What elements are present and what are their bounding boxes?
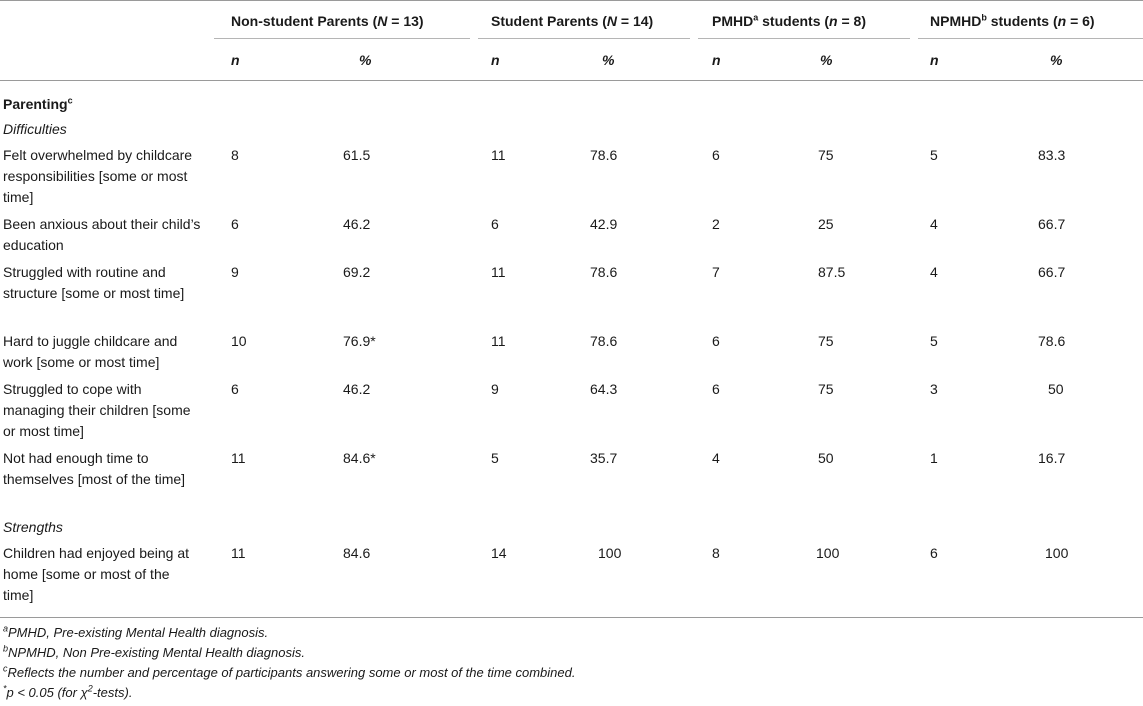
- subheader-pct: %: [359, 52, 372, 68]
- cell: 11: [491, 333, 506, 349]
- cell: 78.6: [590, 333, 618, 349]
- cell: 1: [930, 450, 938, 466]
- group-rule: [478, 38, 690, 39]
- header-pmhd-students: PMHD$^a$ students (n = 8): [712, 12, 866, 29]
- cell: 78.6: [1038, 333, 1066, 349]
- header-student-parents: Student Parents (N = 14): [491, 13, 654, 29]
- cell: 6: [712, 333, 720, 349]
- row-label: Struggled to cope with managing their children [some or most time]: [3, 381, 191, 439]
- cell: 8: [231, 147, 239, 163]
- subheader-n: n: [491, 52, 500, 68]
- row-label: Been anxious about their child’s education: [3, 216, 201, 253]
- subheader-n: n: [930, 52, 939, 68]
- cell: 50: [1048, 381, 1064, 397]
- cell: 100: [1045, 545, 1069, 561]
- cell: 11: [491, 264, 506, 280]
- section-parenting: Parenting$^c$: [3, 95, 73, 112]
- row-label: Felt overwhelmed by childcare responsibilities [some or most time]: [3, 147, 193, 205]
- section-difficulties: Difficulties: [3, 121, 67, 137]
- row-label: Children had enjoyed being at home [some or most of the time]: [3, 545, 190, 603]
- cell: 6: [712, 381, 720, 397]
- cell: 3: [930, 381, 938, 397]
- footnote-b: $^b$NPMHD, Non Pre-existing Mental Health diagnosis.: [3, 643, 305, 660]
- subheader-pct: %: [1050, 52, 1063, 68]
- section-strengths: Strengths: [3, 519, 63, 535]
- bottom-rule: [0, 617, 1143, 618]
- cell: 25: [818, 216, 834, 232]
- subheader-n: n: [712, 52, 721, 68]
- cell: 66.7: [1038, 264, 1066, 280]
- cell: 6: [930, 545, 938, 561]
- cell: 84.6: [343, 545, 371, 561]
- footnote-a: $^a$PMHD, Pre-existing Mental Health diagnosis.: [3, 623, 269, 640]
- row-label: Hard to juggle childcare and work [some or most time]: [3, 333, 178, 370]
- cell: 10: [231, 333, 247, 349]
- cell: 16.7: [1038, 450, 1066, 466]
- cell: 11: [231, 450, 246, 466]
- cell: 87.5: [818, 264, 846, 280]
- header-rule: [0, 80, 1143, 81]
- cell: 84.6*: [343, 450, 376, 466]
- cell: 100: [598, 545, 622, 561]
- cell: 4: [930, 216, 938, 232]
- cell: 5: [930, 147, 938, 163]
- cell: 6: [712, 147, 720, 163]
- cell: 75: [818, 381, 834, 397]
- top-rule: [0, 0, 1143, 1]
- cell: 76.9*: [343, 333, 376, 349]
- cell: 46.2: [343, 381, 371, 397]
- cell: 75: [818, 333, 834, 349]
- cell: 50: [818, 450, 834, 466]
- cell: 83.3: [1038, 147, 1066, 163]
- cell: 4: [712, 450, 720, 466]
- header-npmhd-students: NPMHD$^b$ students (n = 6): [930, 12, 1095, 29]
- cell: 9: [491, 381, 499, 397]
- cell: 6: [491, 216, 499, 232]
- cell: 69.2: [343, 264, 371, 280]
- cell: 9: [231, 264, 239, 280]
- cell: 11: [231, 545, 246, 561]
- row-label: Not had enough time to themselves [most of the time]: [3, 450, 186, 487]
- cell: 46.2: [343, 216, 371, 232]
- cell: 100: [816, 545, 840, 561]
- cell: 14: [491, 545, 507, 561]
- cell: 5: [930, 333, 938, 349]
- cell: 64.3: [590, 381, 618, 397]
- subheader-n: n: [231, 52, 240, 68]
- subheader-pct: %: [602, 52, 615, 68]
- footnote-c: $^c$Reflects the number and percentage of participants answering some or most of the time combined.: [3, 663, 576, 680]
- cell: 7: [712, 264, 720, 280]
- cell: 5: [491, 450, 499, 466]
- cell: 75: [818, 147, 834, 163]
- group-rule: [214, 38, 470, 39]
- footnote-significance: *p < 0.05 (for $\chi^2-tests$).: [3, 683, 133, 700]
- cell: 61.5: [343, 147, 371, 163]
- header-non-student-parents: Non-student Parents (N = 13): [231, 13, 424, 29]
- cell: 78.6: [590, 264, 618, 280]
- group-rule: [698, 38, 910, 39]
- cell: 78.6: [590, 147, 618, 163]
- cell: 4: [930, 264, 938, 280]
- row-label: Struggled with routine and structure [some or most time]: [3, 264, 185, 301]
- cell: 2: [712, 216, 720, 232]
- cell: 8: [712, 545, 720, 561]
- cell: 6: [231, 381, 239, 397]
- cell: 42.9: [590, 216, 618, 232]
- cell: 66.7: [1038, 216, 1066, 232]
- cell: 6: [231, 216, 239, 232]
- cell: 35.7: [590, 450, 618, 466]
- cell: 11: [491, 147, 506, 163]
- group-rule: [918, 38, 1143, 39]
- subheader-pct: %: [820, 52, 833, 68]
